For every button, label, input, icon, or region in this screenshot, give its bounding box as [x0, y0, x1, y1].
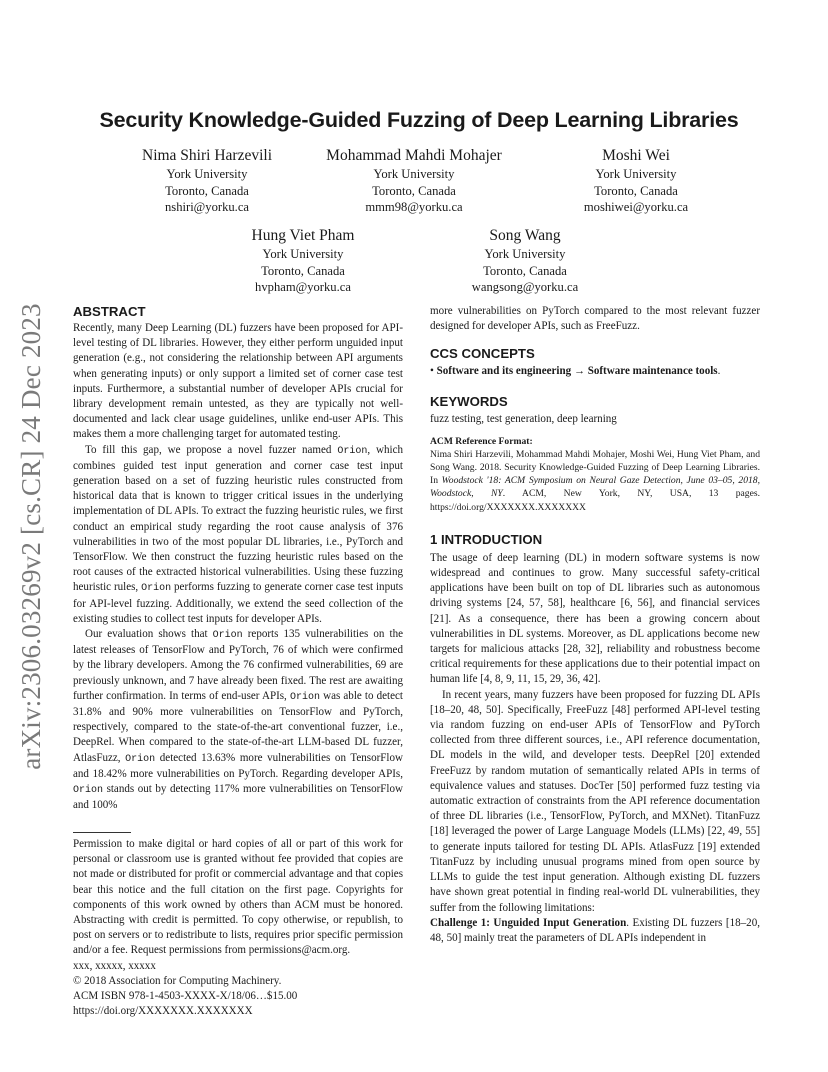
author-block [304, 148, 524, 215]
intro-paragraph-1: The usage of deep learning (DL) in modern software systems is now widespread and continues to grow. Many successful safety-critical applications have been built on top of DL libraries such as autonomous driving systems [24, 57, 58], healthcare [6, 56], and financial services [21]. As a consequence, there has been a growing concern about vulnerabilities in DL systems. Moreover, as DL applications become new targets for malicious attacks [28, 32], reliability and robustness become critical requirements for these applications due to their potential impact on human life [4, 8, 9, 11, 15, 29, 36, 42]. [430, 551, 760, 686]
keywords-text: fuzz testing, test generation, deep learning [430, 412, 617, 425]
isbn-line: ACM ISBN 978-1-4503-XXXX-X/18/06…$15.00 [73, 990, 298, 1003]
intro-heading: 1 INTRODUCTION [430, 531, 543, 547]
author-name: Hung Viet Pham [251, 227, 355, 244]
author-location: Toronto, Canada [261, 263, 345, 278]
orion-name: Orion [125, 753, 156, 765]
footnote-rule [73, 832, 131, 833]
author-affiliation: York University [595, 167, 677, 182]
author-location: Toronto, Canada [372, 183, 456, 198]
intro-challenge-1: Challenge 1: Unguided Input Generation. Existing DL fuzzers [18–20, 48, 50] mainly treat the parameters of DL APIs independent in [430, 916, 760, 944]
author-location: Toronto, Canada [165, 183, 249, 198]
author-block [97, 148, 317, 215]
author-name: Mohammad Mahdi Mohajer [326, 147, 502, 164]
author-name: Moshi Wei [602, 147, 670, 164]
left-column [73, 304, 403, 814]
paper-title: Security Knowledge-Guided Fuzzing of Deep Learning Libraries [99, 108, 739, 132]
author-affiliation: York University [484, 247, 566, 262]
author-affiliation: York University [262, 247, 344, 262]
orion-name: Orion [141, 583, 172, 595]
abstract-continuation: more vulnerabilities on PyTorch compared to the most relevant fuzzer designed for developer APIs, such as FreeFuzz. [430, 305, 760, 333]
permission-notice: Permission to make digital or hard copies of all or part of this work for personal or classroom use is granted without fee provided that copies are not made or distributed for profit or commercial advantage and that copies bear this notice and the full citation on the first page. Copyrights for components of this work owned by others than ACM must be honored. Abstracting with credit is permitted. To copy otherwise, or republish, to post on servers or to redistribute to lists, requires prior specific permission and/or a fee. Request permissions from permissions@acm.org. [73, 838, 403, 957]
arxiv-id: arXiv:2306.03269v2 [cs.CR] 24 Dec 2023 [15, 302, 46, 770]
author-email: moshiwei@yorku.ca [583, 199, 689, 214]
author-name: Nima Shiri Harzevili [142, 147, 272, 164]
abstract-paragraph-3: Our evaluation shows that Orion reports 135 vulnerabilities on the latest releases of TensorFlow and PyTorch, 76 of which were confirmed by the library developers. Among the 76 confirmed vulnerabilities, 69 are previously unknown, and 7 have already been fixed. The rest are awaiting further confirmation. In terms of end-user APIs, Orion was able to detect 31.8% and 90% more vulnerabilities on TensorFlow and PyTorch, respectively, compared to the state-of-the-art conventional fuzzer, i.e., DeepRel. When compared to the state-of-the-art LLM-based DL fuzzer, AtlasFuzz, Orion detected 13.63% more vulnerabilities on TensorFlow and 18.42% more vulnerabilities on PyTorch. Regarding developer APIs, Orion stands out by detecting 117% more vulnerabilities on TensorFlow and 100% [73, 628, 403, 812]
ccs-heading: CCS CONCEPTS [430, 346, 535, 362]
acm-ref-text: Nima Shiri Harzevili, Mohammad Mahdi Mohajer, Moshi Wei, Hung Viet Pham, and Song Wang. 2018. Security Knowledge-Guided Fuzzing of Deep Learning Libraries. In Woodstock '18: ACM Symposium on Neural Gaze Detection, June 03–05, 2018, Woodstock, NY. ACM, New York, NY, USA, 13 pages. https://doi.org/XXXXXXX.XXXXXXX [430, 448, 760, 513]
footnote-block [73, 832, 403, 1019]
orion-name: Orion [337, 445, 368, 457]
author-email: wangsong@yorku.ca [471, 279, 579, 294]
doi-line: https://doi.org/XXXXXXX.XXXXXXX [73, 1005, 253, 1018]
author-email: nshiri@yorku.ca [165, 199, 249, 214]
orion-name: Orion [289, 691, 320, 703]
author-block [415, 228, 635, 295]
author-block [526, 148, 746, 215]
ccs-concepts: • Software and its engineering → Software maintenance tools. [430, 365, 721, 378]
author-email: hvpham@yorku.ca [255, 279, 351, 294]
abstract-heading: ABSTRACT [73, 304, 146, 319]
copyright-line: © 2018 Association for Computing Machinery. [73, 974, 282, 987]
author-name: Song Wang [489, 227, 561, 244]
orion-name: Orion [212, 630, 243, 642]
arxiv-stamp [6, 0, 56, 1072]
acm-ref-heading: ACM Reference Format: [430, 435, 533, 447]
author-location: Toronto, Canada [594, 183, 678, 198]
footnote-line: xxx, xxxxx, xxxxx [73, 959, 156, 972]
keywords-heading: KEYWORDS [430, 393, 508, 409]
abstract-paragraph-1: Recently, many Deep Learning (DL) fuzzers have been proposed for API-level testing of DL libraries. However, they either perform unguided input generation (e.g., not considering the relationship between API arguments when generating inputs) or only support a limited set of corner case test inputs. Furthermore, a substantial number of developer APIs crucial for library development remain untested, as they are typically not well-documented and lack clear usage guidelines, unlike end-user APIs. This makes them a more challenging target for automated testing. [73, 322, 403, 441]
orion-name: Orion [73, 785, 104, 797]
author-affiliation: York University [373, 167, 455, 182]
intro-paragraph-2: In recent years, many fuzzers have been proposed for fuzzing DL APIs [18–20, 48, 50]. Specifically, FreeFuzz [48] performed API-level testing via random fuzzing on end-user APIs of TensorFlow and PyTorch collected from three different sources, i.e., API reference documentation, DL models in the wild, and developer tests. DeepRel [20] extended FreeFuzz by random mutation of semantically related APIs in terms of equivalence values and statuses. DocTer [50] performed fuzz testing via automatic extraction of constraints from the API reference documentation of three DL libraries (i.e., TensorFlow, PyTorch, and MXNet). TitanFuzz [18] leveraged the power of Large Language Models (LLMs) [22, 49, 55] to generate inputs tailored for testing DL APIs. AtlasFuzz [19] extended TitanFuzz by including unusual programs mined from open source by LLMs to guide the test input generation. Although existing DL fuzzers have shown great potential in finding real-world DL vulnerabilities, they suffer from the following limitations: [430, 688, 760, 914]
right-column [430, 304, 760, 946]
author-block [193, 228, 413, 295]
abstract-paragraph-2: To fill this gap, we propose a novel fuzzer named Orion, which combines guided test input generation and corner case test input generation based on a set of fuzzing heuristic rules constructed from historical data that is known to trigger critical issues in the underlying implementation of DL APIs. To extract the fuzzing heuristic rules, we first conduct an empirical study regarding the root cause analysis of 376 vulnerabilities in two of the most popular DL libraries, i.e., PyTorch and TensorFlow. We then construct the fuzzing heuristic rules based on the root causes of the extracted historical vulnerabilities. Using these fuzzing heuristic rules, Orion performs fuzzing to generate corner case test inputs for API-level fuzzing. Additionally, we extend the seed collection of the existing studies to collect test inputs for developer APIs. [73, 443, 403, 625]
author-affiliation: York University [166, 167, 248, 182]
author-email: mmm98@yorku.ca [365, 199, 463, 214]
author-location: Toronto, Canada [483, 263, 567, 278]
